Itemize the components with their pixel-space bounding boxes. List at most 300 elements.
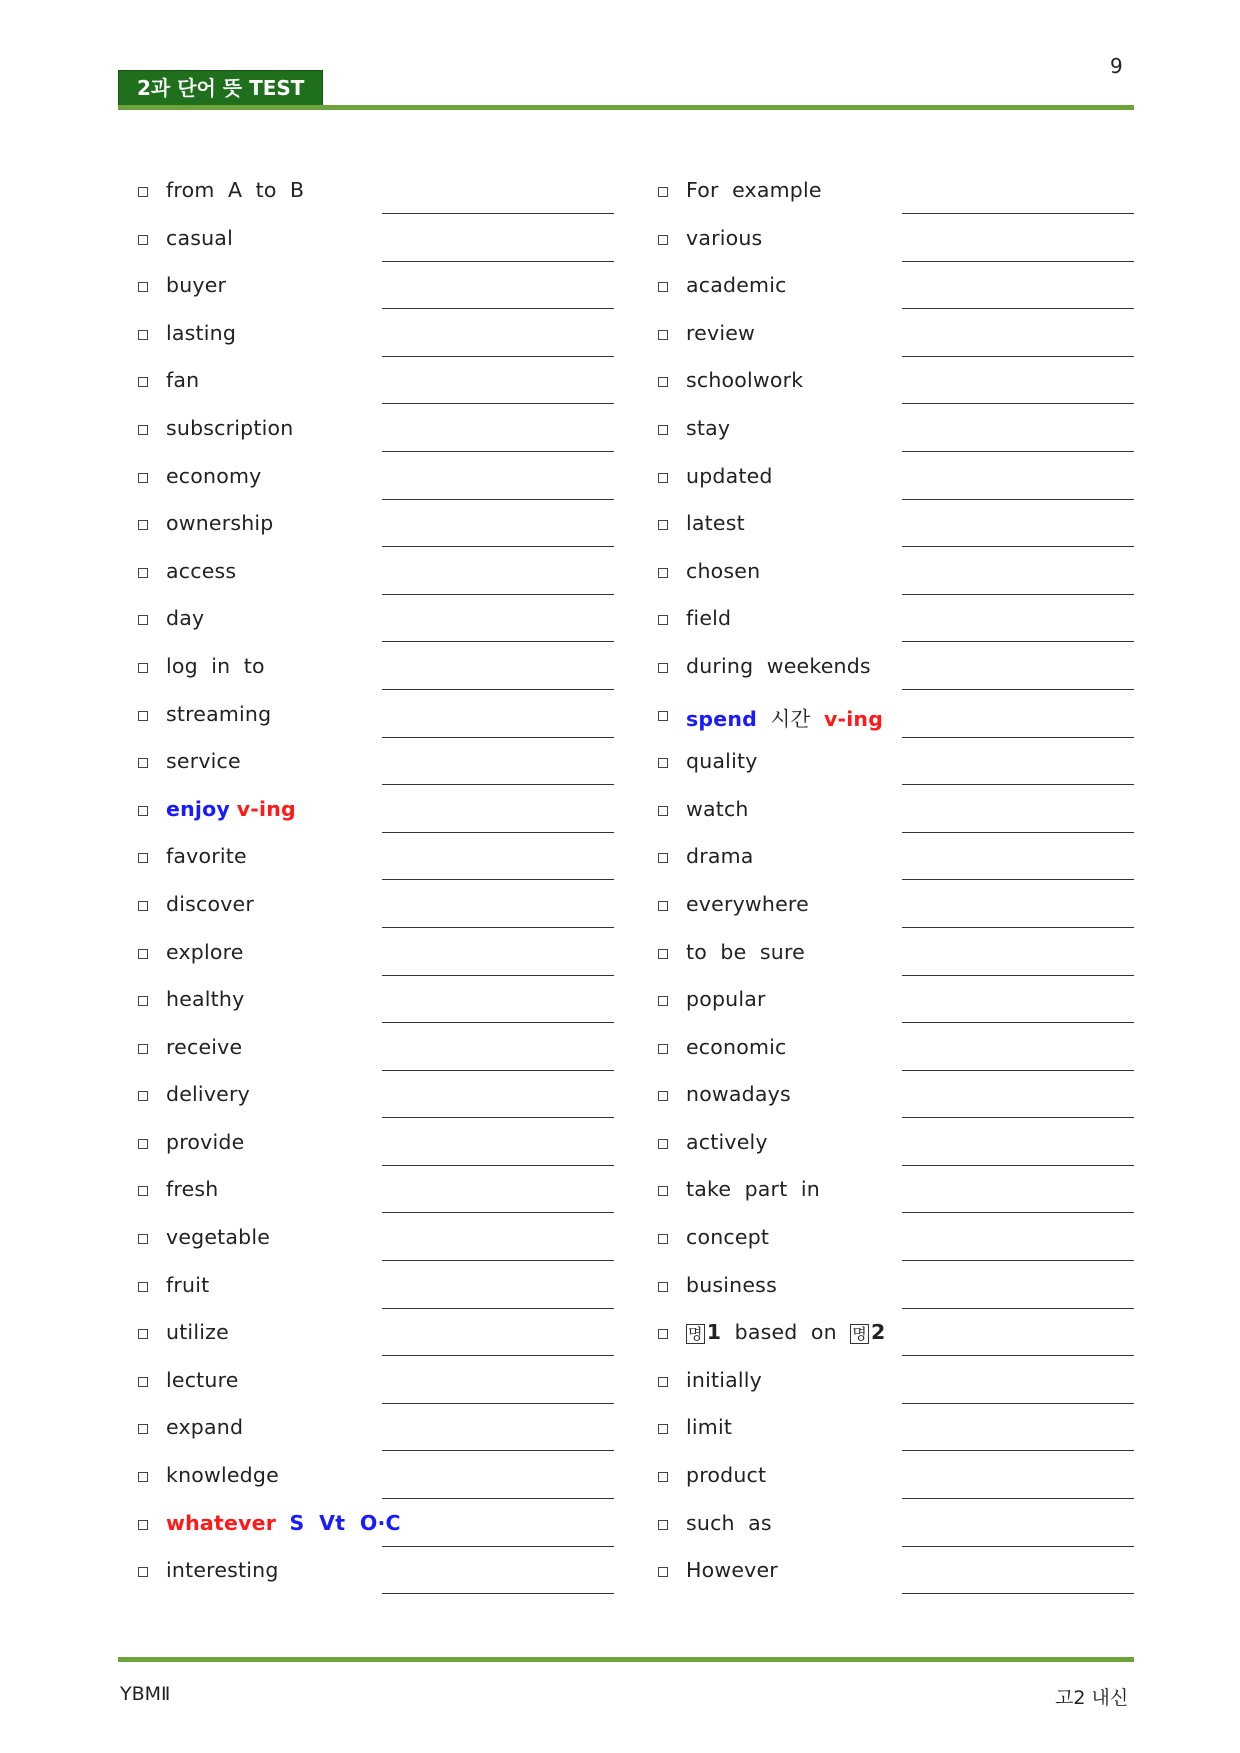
word-term	[686, 1320, 885, 1344]
word-term	[686, 1035, 787, 1059]
word-row	[138, 882, 638, 930]
word-row	[658, 1072, 1158, 1120]
term-segment: lasting	[166, 320, 237, 345]
term-segment: drama	[686, 844, 754, 869]
answer-blank-line[interactable]	[382, 213, 614, 214]
term-segment: S Vt O·C	[289, 1510, 401, 1535]
word-term	[686, 1082, 791, 1106]
answer-blank-line[interactable]	[382, 403, 614, 404]
answer-blank-line[interactable]	[902, 1593, 1134, 1594]
term-segment: utilize	[166, 1320, 229, 1345]
answer-blank-line[interactable]	[902, 784, 1134, 785]
word-row	[138, 1453, 638, 1501]
checkbox-icon[interactable]	[658, 282, 668, 292]
word-row	[658, 787, 1158, 835]
word-row	[138, 977, 638, 1025]
word-row	[658, 549, 1158, 597]
left-word-column	[138, 168, 638, 1596]
term-segment: nowadays	[686, 1082, 791, 1107]
checkbox-icon[interactable]	[658, 330, 668, 340]
word-term	[166, 844, 247, 868]
checkbox-icon[interactable]	[658, 996, 668, 1006]
word-row	[658, 1215, 1158, 1263]
checkbox-icon[interactable]	[658, 1186, 668, 1196]
answer-blank-line[interactable]	[382, 594, 614, 595]
answer-blank-line[interactable]	[382, 356, 614, 357]
checkbox-icon[interactable]	[138, 1472, 148, 1482]
checkbox-icon[interactable]	[658, 1234, 668, 1244]
word-row	[138, 216, 638, 264]
answer-blank-line[interactable]	[382, 1355, 614, 1356]
checkbox-icon[interactable]	[658, 520, 668, 530]
answer-blank-line[interactable]	[382, 641, 614, 642]
term-segment	[230, 797, 237, 821]
word-term	[686, 1463, 766, 1487]
checkbox-icon[interactable]	[138, 996, 148, 1006]
term-segment: economic	[686, 1034, 787, 1059]
term-segment: service	[166, 749, 241, 774]
answer-blank-line[interactable]	[382, 737, 614, 738]
answer-blank-line[interactable]	[382, 1212, 614, 1213]
word-term	[166, 321, 236, 345]
word-term	[166, 749, 241, 773]
checkbox-icon[interactable]	[138, 1377, 148, 1387]
word-row	[658, 882, 1158, 930]
term-segment: economy	[166, 463, 262, 488]
checkbox-icon[interactable]	[138, 1567, 148, 1577]
checkbox-icon[interactable]	[658, 1044, 668, 1054]
answer-blank-line[interactable]	[902, 1165, 1134, 1166]
word-row	[658, 406, 1158, 454]
answer-blank-line[interactable]	[902, 356, 1134, 357]
term-segment: such as	[686, 1510, 772, 1535]
word-term	[166, 1415, 243, 1439]
word-term	[166, 368, 199, 392]
word-row	[138, 1120, 638, 1168]
word-row	[658, 596, 1158, 644]
word-term	[166, 1035, 242, 1059]
checkbox-icon[interactable]	[138, 949, 148, 959]
word-row	[658, 454, 1158, 502]
answer-blank-line[interactable]	[902, 1117, 1134, 1118]
checkbox-icon[interactable]	[658, 901, 668, 911]
answer-blank-line[interactable]	[382, 499, 614, 500]
checkbox-icon[interactable]	[658, 663, 668, 673]
answer-blank-line[interactable]	[382, 1260, 614, 1261]
word-term	[166, 1273, 209, 1297]
word-term	[686, 368, 803, 392]
term-segment: field	[686, 606, 732, 631]
checkbox-icon[interactable]	[138, 853, 148, 863]
word-row	[138, 1215, 638, 1263]
answer-blank-line[interactable]	[382, 451, 614, 452]
term-segment: casual	[166, 225, 233, 250]
term-segment: interesting	[166, 1558, 279, 1583]
checkbox-icon[interactable]	[658, 806, 668, 816]
checkbox-icon[interactable]	[658, 1472, 668, 1482]
answer-blank-line[interactable]	[902, 1308, 1134, 1309]
checkbox-icon[interactable]	[658, 377, 668, 387]
answer-blank-line[interactable]	[902, 499, 1134, 500]
term-segment: day	[166, 606, 205, 631]
term-segment: explore	[166, 939, 244, 964]
term-segment: vegetable	[166, 1225, 271, 1250]
term-segment: product	[686, 1463, 767, 1488]
answer-blank-line[interactable]	[902, 879, 1134, 880]
word-row	[658, 1548, 1158, 1596]
word-row	[138, 1263, 638, 1311]
term-segment	[276, 1511, 289, 1535]
checkbox-icon[interactable]	[658, 473, 668, 483]
word-term	[686, 606, 731, 630]
word-row	[658, 311, 1158, 359]
word-term	[166, 1177, 218, 1201]
answer-blank-line[interactable]	[902, 451, 1134, 452]
word-row	[138, 930, 638, 978]
answer-blank-line[interactable]	[382, 1403, 614, 1404]
word-term	[166, 702, 271, 726]
answer-blank-line[interactable]	[902, 832, 1134, 833]
checkbox-icon[interactable]	[658, 1091, 668, 1101]
word-term	[166, 1320, 229, 1344]
word-term	[166, 226, 233, 250]
answer-blank-line[interactable]	[902, 308, 1134, 309]
word-term	[166, 892, 254, 916]
answer-blank-line[interactable]	[902, 737, 1134, 738]
term-segment: actively	[686, 1129, 768, 1154]
word-row	[658, 1120, 1158, 1168]
checkbox-icon[interactable]	[138, 1186, 148, 1196]
word-term	[166, 1225, 270, 1249]
word-row	[138, 1025, 638, 1073]
word-term	[686, 1558, 778, 1582]
term-segment: chosen	[686, 558, 761, 583]
checkbox-icon[interactable]	[138, 377, 148, 387]
answer-blank-line[interactable]	[382, 689, 614, 690]
word-row	[138, 1501, 638, 1549]
term-segment: latest	[686, 511, 745, 536]
word-term	[686, 273, 787, 297]
footer-publisher: YBMⅡ	[120, 1683, 171, 1705]
checkbox-icon[interactable]	[138, 758, 148, 768]
term-segment: discover	[166, 891, 254, 916]
word-row	[658, 263, 1158, 311]
word-term	[686, 987, 766, 1011]
checkbox-icon[interactable]	[138, 473, 148, 483]
answer-blank-line[interactable]	[382, 832, 614, 833]
word-term	[166, 511, 274, 535]
checkbox-icon[interactable]	[138, 1282, 148, 1292]
checkbox-icon[interactable]	[658, 853, 668, 863]
term-segment: during weekends	[686, 653, 871, 678]
checkbox-icon[interactable]	[138, 806, 148, 816]
word-term	[166, 987, 244, 1011]
term-segment: 시간	[757, 706, 824, 731]
answer-blank-line[interactable]	[382, 1165, 614, 1166]
answer-blank-line[interactable]	[382, 1308, 614, 1309]
word-term	[166, 1082, 250, 1106]
checkbox-icon[interactable]	[138, 1329, 148, 1339]
term-segment: based on	[721, 1320, 851, 1345]
word-row	[138, 1310, 638, 1358]
answer-blank-line[interactable]	[902, 975, 1134, 976]
word-row	[138, 549, 638, 597]
answer-blank-line[interactable]	[902, 1260, 1134, 1261]
term-segment: fan	[166, 368, 200, 393]
word-row	[658, 739, 1158, 787]
term-segment: ownership	[166, 511, 274, 536]
term-segment: 2	[871, 1320, 886, 1345]
checkbox-icon[interactable]	[138, 425, 148, 435]
word-row	[138, 596, 638, 644]
answer-blank-line[interactable]	[382, 1450, 614, 1451]
checkbox-icon[interactable]	[658, 1520, 668, 1530]
word-row	[658, 1025, 1158, 1073]
word-row	[658, 1358, 1158, 1406]
term-segment: receive	[166, 1034, 243, 1059]
checkbox-icon[interactable]	[658, 187, 668, 197]
word-row	[658, 216, 1158, 264]
footer-rule	[118, 1657, 1134, 1662]
word-row	[658, 1453, 1158, 1501]
term-segment: updated	[686, 463, 773, 488]
checkbox-icon[interactable]	[658, 1377, 668, 1387]
checkbox-icon[interactable]	[138, 663, 148, 673]
word-row	[138, 1358, 638, 1406]
term-segment: initially	[686, 1367, 763, 1392]
word-row	[138, 1167, 638, 1215]
word-term	[166, 273, 226, 297]
word-term	[166, 1463, 279, 1487]
answer-blank-line[interactable]	[382, 1022, 614, 1023]
term-segment: spend	[686, 706, 758, 731]
answer-blank-line[interactable]	[382, 308, 614, 309]
term-segment: provide	[166, 1129, 245, 1154]
right-word-column	[658, 168, 1158, 1596]
checkbox-icon[interactable]	[138, 282, 148, 292]
checkbox-icon[interactable]	[138, 330, 148, 340]
word-term	[166, 416, 293, 440]
word-term	[166, 654, 265, 678]
word-row	[658, 834, 1158, 882]
term-segment: subscription	[166, 415, 294, 440]
checkbox-icon[interactable]	[658, 1567, 668, 1577]
word-row	[658, 1263, 1158, 1311]
checkbox-icon[interactable]	[658, 1424, 668, 1434]
word-term	[166, 1368, 239, 1392]
term-segment: access	[166, 558, 237, 583]
checkbox-icon[interactable]	[658, 711, 668, 721]
word-term	[166, 178, 304, 202]
answer-blank-line[interactable]	[902, 261, 1134, 262]
answer-blank-line[interactable]	[382, 1070, 614, 1071]
checkbox-icon[interactable]	[138, 615, 148, 625]
answer-blank-line[interactable]	[902, 1498, 1134, 1499]
checkbox-icon[interactable]	[138, 235, 148, 245]
word-row	[138, 501, 638, 549]
term-segment: limit	[686, 1415, 733, 1440]
word-term	[686, 749, 758, 773]
word-term	[686, 1130, 768, 1154]
checkbox-icon[interactable]	[658, 949, 668, 959]
answer-blank-line[interactable]	[382, 927, 614, 928]
word-row	[658, 644, 1158, 692]
word-term	[686, 321, 755, 345]
word-term	[686, 1177, 820, 1201]
answer-blank-line[interactable]	[902, 1212, 1134, 1213]
answer-blank-line[interactable]	[902, 1546, 1134, 1547]
word-row	[658, 168, 1158, 216]
answer-blank-line[interactable]	[902, 594, 1134, 595]
answer-blank-line[interactable]	[382, 879, 614, 880]
word-term	[686, 1511, 772, 1535]
answer-blank-line[interactable]	[382, 1117, 614, 1118]
word-row	[658, 501, 1158, 549]
term-segment: streaming	[166, 701, 272, 726]
page-number: 9	[1110, 54, 1123, 78]
word-term	[686, 1273, 777, 1297]
answer-blank-line[interactable]	[382, 546, 614, 547]
word-row	[658, 930, 1158, 978]
word-term	[686, 1368, 762, 1392]
term-segment: For example	[686, 178, 822, 202]
word-term	[686, 797, 749, 821]
word-term	[686, 940, 805, 964]
checkbox-icon[interactable]	[138, 520, 148, 530]
word-term	[686, 702, 883, 732]
term-segment: popular	[686, 987, 766, 1012]
answer-blank-line[interactable]	[902, 1450, 1134, 1451]
word-term	[166, 1558, 279, 1582]
checkbox-icon[interactable]	[138, 1424, 148, 1434]
checkbox-icon[interactable]	[138, 1139, 148, 1149]
answer-blank-line[interactable]	[902, 1403, 1134, 1404]
checkbox-icon[interactable]	[138, 1234, 148, 1244]
word-term	[686, 416, 730, 440]
word-row	[138, 644, 638, 692]
word-row	[138, 454, 638, 502]
word-term	[686, 892, 809, 916]
term-segment: whatever	[166, 1510, 277, 1535]
word-term	[686, 1225, 769, 1249]
term-segment: from A to B	[166, 178, 305, 202]
term-segment: 1	[706, 1320, 722, 1345]
answer-blank-line[interactable]	[902, 689, 1134, 690]
checkbox-icon[interactable]	[658, 1139, 668, 1149]
answer-blank-line[interactable]	[382, 1498, 614, 1499]
term-segment: lecture	[166, 1367, 239, 1392]
word-term	[166, 1511, 401, 1535]
word-row	[658, 1405, 1158, 1453]
term-segment: v-ing	[823, 706, 884, 731]
word-term	[686, 1415, 732, 1439]
answer-blank-line[interactable]	[902, 1022, 1134, 1023]
term-segment: stay	[686, 415, 731, 440]
word-row	[138, 1548, 638, 1596]
word-row	[138, 787, 638, 835]
term-segment: enjoy	[166, 796, 230, 821]
word-row	[138, 739, 638, 787]
checkbox-icon[interactable]	[138, 1091, 148, 1101]
term-segment: fruit	[166, 1272, 210, 1297]
term-segment: favorite	[166, 844, 247, 869]
checkbox-icon[interactable]	[658, 1282, 668, 1292]
word-term	[686, 226, 762, 250]
checkbox-icon[interactable]	[138, 1044, 148, 1054]
term-segment: v-ing	[236, 796, 296, 821]
term-segment: 명	[852, 1325, 867, 1344]
term-segment: log in to	[166, 653, 265, 678]
answer-blank-line[interactable]	[382, 261, 614, 262]
answer-blank-line[interactable]	[382, 784, 614, 785]
checkbox-icon[interactable]	[138, 187, 148, 197]
word-term	[686, 464, 773, 488]
word-row	[658, 358, 1158, 406]
checkbox-icon[interactable]	[658, 425, 668, 435]
page-title: 2과 단어 뜻 TEST	[118, 70, 323, 106]
word-term	[166, 1130, 244, 1154]
answer-blank-line[interactable]	[902, 927, 1134, 928]
checkbox-icon[interactable]	[658, 568, 668, 578]
word-term	[166, 606, 204, 630]
word-row	[658, 1310, 1158, 1358]
word-term	[166, 797, 296, 821]
checkbox-icon[interactable]	[138, 1520, 148, 1530]
answer-blank-line[interactable]	[902, 403, 1134, 404]
checkbox-icon[interactable]	[658, 235, 668, 245]
header-rule	[118, 105, 1134, 110]
term-segment: various	[686, 225, 763, 250]
word-row	[658, 977, 1158, 1025]
footer-grade: 고2 내신	[1055, 1687, 1129, 1709]
term-segment: 명	[688, 1325, 703, 1344]
word-row	[138, 692, 638, 740]
term-segment: quality	[686, 749, 758, 774]
term-segment: expand	[166, 1415, 244, 1440]
answer-blank-line[interactable]	[902, 641, 1134, 642]
term-segment: fresh	[166, 1177, 219, 1202]
word-term	[166, 559, 236, 583]
checkbox-icon[interactable]	[138, 711, 148, 721]
checkbox-icon[interactable]	[138, 901, 148, 911]
word-term	[166, 940, 244, 964]
answer-blank-line[interactable]	[382, 1546, 614, 1547]
term-segment: delivery	[166, 1082, 250, 1107]
term-segment: review	[686, 320, 755, 345]
term-segment: take part in	[686, 1177, 820, 1202]
word-row	[138, 1405, 638, 1453]
answer-blank-line[interactable]	[382, 1593, 614, 1594]
word-row	[138, 358, 638, 406]
answer-blank-line[interactable]	[382, 975, 614, 976]
term-segment: academic	[686, 273, 787, 298]
word-row	[138, 263, 638, 311]
word-row	[138, 834, 638, 882]
answer-blank-line[interactable]	[902, 1355, 1134, 1356]
checkbox-icon[interactable]	[658, 615, 668, 625]
answer-blank-line[interactable]	[902, 546, 1134, 547]
answer-blank-line[interactable]	[902, 1070, 1134, 1071]
answer-blank-line[interactable]	[902, 213, 1134, 214]
word-row	[138, 311, 638, 359]
term-segment: buyer	[166, 273, 227, 298]
term-segment: everywhere	[686, 891, 809, 916]
checkbox-icon[interactable]	[658, 758, 668, 768]
word-row	[138, 406, 638, 454]
checkbox-icon[interactable]	[658, 1329, 668, 1339]
word-row	[658, 692, 1158, 740]
checkbox-icon[interactable]	[138, 568, 148, 578]
